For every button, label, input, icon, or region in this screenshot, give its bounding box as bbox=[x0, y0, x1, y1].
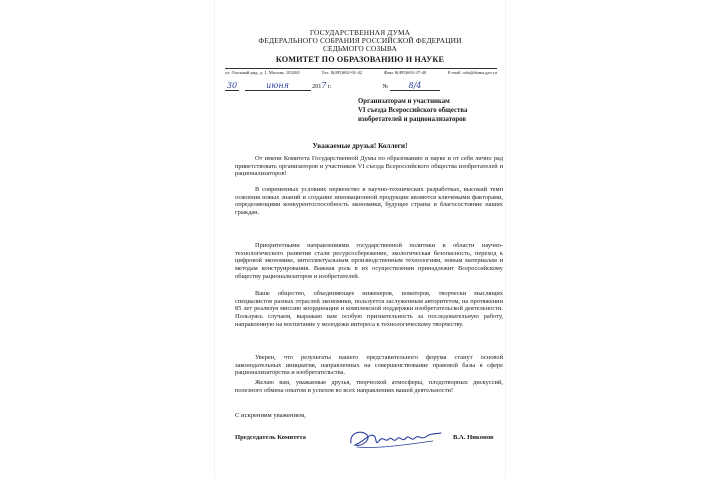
date-day: 30 bbox=[226, 81, 238, 90]
date-year-suffix: г. bbox=[328, 83, 332, 90]
address: ул. Охотный ряд, д. 1, Москва, 103265 bbox=[225, 70, 300, 75]
number-label: № bbox=[382, 83, 389, 90]
document-number: 8/4 bbox=[390, 82, 440, 91]
phone: Тел. 8(495)692-91-42 bbox=[321, 70, 363, 75]
paragraph-3: Приоритетными направлениями государственной политики в области научно-технологического развития стали ресурсосбережение, экологическая безопасность, переход к цифровой экономике, интеллектуальным производственным технологиям, новым материалам и методам конструирования. Важная роль в их осуществлении принадлежит Всероссийскому обществу рационализаторов и изобретателей. bbox=[235, 242, 503, 280]
letterhead-line-2: ФЕДЕРАЛЬНОГО СОБРАНИЯ РОССИЙСКОЙ ФЕДЕРАЦИИ bbox=[258, 36, 462, 45]
recipient-line-3: изобретателей и рационализаторов bbox=[358, 116, 467, 123]
paragraph-2: В современных условиях первенство в научно-технических разработках, высокий темп освоения новых знаний и создание инновационной продукции являются ключевыми факторами, определяющими конкурентоспособность экономики, будущее страны и благосостояние наших граждан. bbox=[235, 186, 503, 217]
closing-phrase: С искренним уважением, bbox=[235, 412, 306, 419]
signature-row bbox=[235, 430, 505, 452]
paragraph-1: От имени Комитета Государственной Думы по образованию и науке и от себя лично рад приветствовать организаторов и участников VI съезда Всероссийского общества изобретателей и рационализаторов! bbox=[235, 155, 503, 178]
paragraph-6: Желаю вам, уважаемые друзья, творческой атмосферы, плодотворных дискуссий, полезного обмена опытом и успехов во всех направлениях вашей деятельности! bbox=[235, 379, 503, 394]
handwritten-signature bbox=[345, 425, 445, 453]
paragraph-4: Ваше общество, объединяющее инженеров, новаторов, творчески мыслящих специалистов разных отраслей экономики, пользуется заслуженным авторитетом, на протяжении 85 лет реализуя миссию координации и комплексной поддержки изобретательской деятельности. Пользуясь случаем, выражаю вам особую признательность за последовательную работу, направленную на воспитание у молодежи интереса к технологическому творчеству. bbox=[235, 290, 503, 328]
date-and-number bbox=[225, 82, 440, 91]
recipient-line-2: VI съезда Всероссийского общества bbox=[358, 107, 468, 114]
salutation: Уважаемые друзья! Коллеги! bbox=[312, 142, 408, 150]
paragraph-5: Уверен, что результаты вашего представительного форума станут основой законодательных инициатив, направленных на совершенствование правовой базы в сфере рационализаторства и изобретательства. bbox=[235, 354, 503, 377]
date-year: 2017 bbox=[312, 81, 327, 90]
signatory-name: В.А. Никонов bbox=[453, 434, 494, 441]
fax: Факс 8(495)692-37-40 bbox=[383, 70, 427, 75]
recipient-line-1: Организаторам и участникам bbox=[358, 98, 450, 105]
date-month: июня bbox=[245, 82, 311, 91]
committee-name: КОМИТЕТ ПО ОБРАЗОВАНИЮ И НАУКЕ bbox=[275, 55, 445, 64]
recipient-block bbox=[358, 97, 498, 124]
email: E-mail: odn@duma.gov.ru bbox=[448, 70, 497, 75]
contact-line bbox=[225, 68, 497, 76]
letterhead-line-3: СЕДЬМОГО СОЗЫВА bbox=[322, 44, 398, 53]
letter-page bbox=[215, 0, 505, 478]
letterhead-line-1: ГОСУДАРСТВЕННАЯ ДУМА bbox=[309, 28, 411, 37]
signatory-title: Председатель Комитета bbox=[235, 434, 306, 441]
